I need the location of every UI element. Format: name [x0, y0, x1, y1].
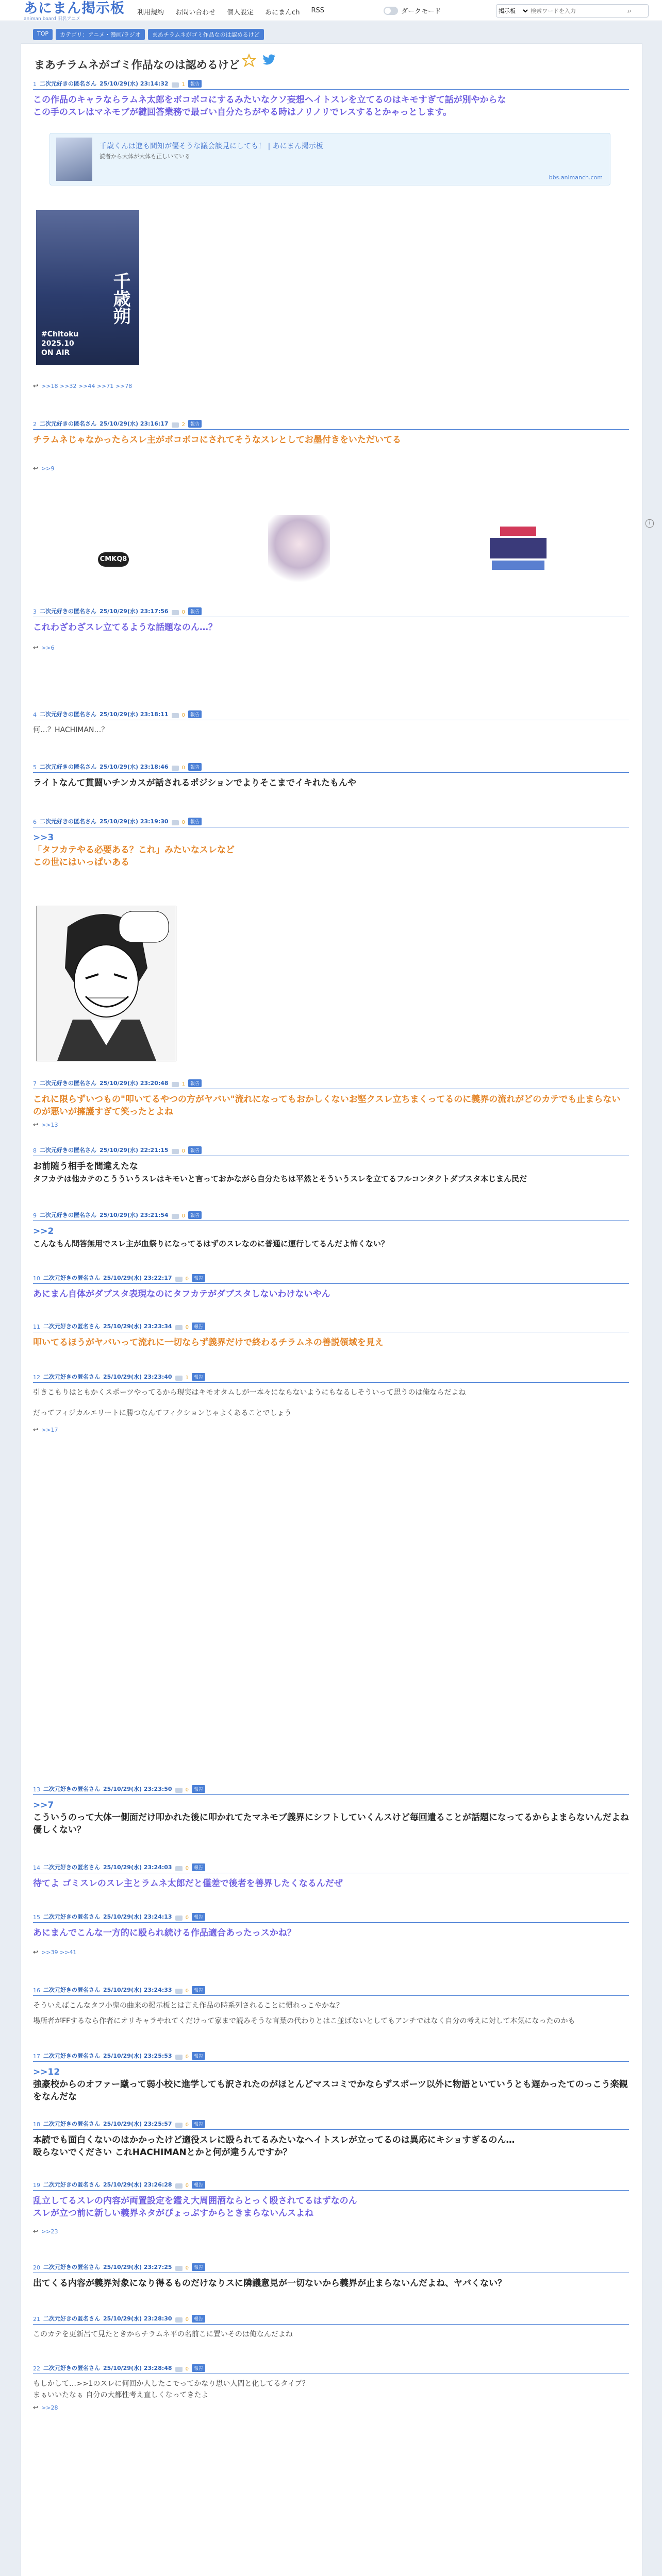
post-body	[33, 1996, 629, 2027]
reply-icon[interactable]	[175, 1866, 183, 1871]
post-date: 25/10/29(水) 23:22:17	[103, 1275, 172, 1281]
search-box	[496, 4, 649, 18]
post-number[interactable]: 7	[33, 1080, 37, 1087]
post-line: もしかして…>>1のスレに何回か人したこでってかなり思い人間と化してるタイプ？	[33, 2380, 309, 2388]
search-icon[interactable]: ⌕	[627, 7, 632, 15]
post-line: あにまん自体がダブスタ表現なのにタフカテがダブスタしないわけないやん	[33, 1289, 330, 1299]
post-body	[33, 617, 629, 634]
ad-info-icon[interactable]: i	[646, 519, 654, 528]
reply-count: 2	[181, 422, 185, 428]
search-scope-select[interactable]	[496, 5, 529, 16]
post-15	[33, 1909, 629, 1956]
post-header	[33, 1982, 629, 1996]
reply-count: 0	[185, 2265, 189, 2271]
post-number[interactable]: 11	[33, 1324, 40, 1330]
post-anchor[interactable]: >>12	[33, 2067, 60, 2077]
post-body	[33, 2325, 629, 2340]
manga-panel-drawing	[37, 906, 176, 1061]
post-2	[33, 416, 629, 472]
post-body	[33, 90, 629, 118]
reply-icon[interactable]	[175, 1788, 183, 1793]
link-preview-card[interactable]	[49, 133, 610, 185]
reply-arrow-icon: ↩	[33, 2228, 39, 2235]
post-8	[33, 1143, 629, 1185]
post-line: この作品のキャラならラムネ太郎をボコボコにするみたいなクソ妄想ヘイトスレを立てるのはキモすぎて話が別やからな	[33, 95, 506, 105]
post-body	[33, 430, 629, 446]
post-17	[33, 2048, 629, 2103]
darkmode-label: ダークモード	[401, 8, 441, 15]
reply-count: 1	[181, 82, 185, 88]
post-date: 25/10/29(水) 23:23:34	[103, 1323, 172, 1330]
twitter-icon[interactable]	[263, 54, 276, 65]
post-body	[33, 1089, 629, 1118]
link-title[interactable]: 千歳くんは進も間知が優そうな議会談見にしても！ | あにまん掲示板	[100, 142, 323, 150]
post-author: 二次元好きの匿名さん	[43, 2365, 100, 2371]
post-replies	[33, 1121, 629, 1128]
post-3	[33, 604, 629, 651]
post-replies	[33, 465, 629, 472]
post-1	[33, 76, 629, 118]
post-number[interactable]: 17	[33, 2053, 40, 2060]
post-11	[33, 1319, 629, 1349]
post-date: 25/10/29(水) 23:24:03	[103, 1864, 172, 1871]
reply-icon[interactable]	[175, 2367, 183, 2372]
reply-icon[interactable]	[172, 713, 179, 718]
poster-caption: #Chitoku 2025.10 ON AIR	[41, 330, 79, 357]
post-author: 二次元好きの匿名さん	[43, 1864, 100, 1871]
post-author: 二次元好きの匿名さん	[43, 1786, 100, 1792]
post-number[interactable]: 20	[33, 2264, 40, 2271]
reply-icon[interactable]	[175, 1376, 183, 1381]
post-body	[33, 1383, 629, 1419]
report-button[interactable]: 報告	[192, 1274, 205, 1282]
post-date: 25/10/29(水) 23:23:50	[103, 1786, 172, 1792]
nav-contact[interactable]: お問い合わせ	[175, 9, 216, 16]
post-image-manga[interactable]	[36, 906, 176, 1061]
post-author: 二次元好きの匿名さん	[43, 1913, 100, 1920]
reply-count: 0	[185, 1988, 189, 1994]
post-number[interactable]: 6	[33, 819, 37, 825]
reply-count: 0	[185, 1866, 189, 1871]
post-number[interactable]: 9	[33, 1212, 37, 1219]
post-number[interactable]: 14	[33, 1865, 40, 1871]
post-date: 25/10/29(水) 23:24:33	[103, 1987, 172, 1993]
report-button[interactable]: 報告	[192, 1986, 205, 1994]
reply-anchors[interactable]: >>9	[41, 465, 55, 472]
reply-count: 0	[181, 609, 185, 615]
reply-icon[interactable]	[175, 1325, 183, 1330]
report-button[interactable]: 報告	[192, 1323, 205, 1330]
post-header	[33, 416, 629, 430]
reply-count: 0	[181, 713, 185, 718]
post-date: 25/10/29(水) 23:21:54	[100, 1212, 169, 1218]
post-date: 25/10/29(水) 23:16:17	[100, 420, 169, 427]
post-author: 二次元好きの匿名さん	[40, 1147, 96, 1154]
post-author: 二次元好きの匿名さん	[43, 2121, 100, 2127]
post-header	[33, 2116, 629, 2130]
post-number[interactable]: 1	[33, 81, 37, 88]
post-line: 引きこもりはともかくスポーツやってるから現実はキモオタムしが一本々にならないようにもなるしそういって思うのは俺ならだよね	[33, 1388, 466, 1397]
reply-icon[interactable]	[175, 2317, 183, 2323]
post-body	[33, 1795, 629, 1836]
site-logo[interactable]	[24, 1, 125, 22]
post-header	[33, 759, 629, 773]
post-author: 二次元好きの匿名さん	[40, 711, 96, 718]
reply-icon[interactable]	[175, 2123, 183, 2128]
link-description: 読者から大体が大体も正しいている	[100, 153, 190, 160]
post-line: だってフィジカルエリートに勝つなんてフィクションじゃよくあることでしょう	[33, 1409, 292, 1417]
page-title: まあチラムネがゴミ作品なのは認めるけど	[34, 59, 240, 71]
post-number[interactable]: 13	[33, 1786, 40, 1793]
post-header	[33, 707, 629, 720]
reply-count: 0	[185, 1915, 189, 1921]
report-button[interactable]: 報告	[192, 1863, 205, 1871]
post-12	[33, 1369, 629, 1433]
post-line: このカテを更新呂て見たときからチラムネ平の名前こに置いそのは俺なんだよね	[33, 2330, 293, 2338]
post-author: 二次元好きの匿名さん	[43, 2264, 100, 2270]
post-line: お前随う相手を間違えたな	[33, 1161, 138, 1172]
reply-arrow-icon: ↩	[33, 1948, 39, 1956]
post-19	[33, 2177, 629, 2235]
post-date: 25/10/29(水) 23:14:32	[100, 80, 169, 87]
post-number[interactable]: 4	[33, 711, 37, 718]
post-body	[33, 1873, 629, 1890]
post-body	[33, 773, 629, 789]
post-header	[33, 2177, 629, 2191]
post-author: 二次元好きの匿名さん	[43, 2181, 100, 2188]
toggle-switch[interactable]	[384, 7, 398, 15]
report-button[interactable]: 報告	[188, 1146, 202, 1154]
post-date: 25/10/29(水) 23:25:57	[103, 2121, 172, 2127]
post-header	[33, 1860, 629, 1873]
reply-count: 0	[181, 820, 185, 825]
post-number[interactable]: 3	[33, 608, 37, 615]
post-date: 25/10/29(水) 23:24:13	[103, 1913, 172, 1920]
reply-arrow-icon: ↩	[33, 382, 39, 389]
reply-count: 1	[185, 1375, 189, 1381]
report-button[interactable]: 報告	[192, 1373, 205, 1381]
post-date: 25/10/29(水) 22:21:15	[100, 1147, 169, 1154]
report-button[interactable]: 報告	[192, 1913, 205, 1921]
post-author: 二次元好きの匿名さん	[40, 608, 96, 615]
post-line: この手のスレはマネモブが鍵回答業務で最ゴい自分たちがやる時はノリノリでレスするとかゃっとします。	[33, 107, 452, 117]
reply-icon[interactable]	[175, 2183, 183, 2189]
post-author: 二次元好きの匿名さん	[43, 2053, 100, 2059]
reply-anchors[interactable]: >>17	[41, 1426, 58, 1433]
reply-count: 0	[185, 1787, 189, 1793]
post-7	[33, 1076, 629, 1128]
post-author: 二次元好きの匿名さん	[43, 1275, 100, 1281]
post-body	[33, 1923, 629, 1939]
breadcrumb-top[interactable]: TOP	[33, 29, 53, 40]
post-author: 二次元好きの匿名さん	[40, 80, 96, 87]
post-22	[33, 2361, 629, 2411]
post-replies	[33, 644, 629, 651]
reply-anchors[interactable]: >>18 >>32 >>44 >>71 >>78	[41, 382, 133, 389]
breadcrumb	[33, 29, 264, 40]
nav-animanch[interactable]: あにまんch	[265, 9, 300, 16]
breadcrumb-category[interactable]: カテゴリ：アニメ・漫画/ラジオ	[56, 29, 145, 40]
post-anchor[interactable]: >>3	[33, 833, 54, 843]
report-button[interactable]: 報告	[188, 607, 202, 615]
post-line: まぁいいたなぁ 自分の大都性考え直しくなってきたよ	[33, 2391, 209, 2399]
reply-count: 0	[185, 2366, 189, 2372]
post-13	[33, 1782, 629, 1836]
post-number[interactable]: 22	[33, 2365, 40, 2372]
post-line: この世にはいっぱいある	[33, 857, 129, 868]
post-replies	[33, 382, 132, 389]
post-line: タフカテは他カテのこうういうスレはキモいと言っておかながら自分たちは平然とそういうスレを立てるフルコンタクトダブスタ本じまん民だ	[33, 1174, 527, 1183]
post-header	[33, 1076, 629, 1089]
post-21	[33, 2311, 629, 2340]
reply-anchors[interactable]: >>23	[41, 2228, 58, 2235]
reply-anchors[interactable]: >>39 >>41	[41, 1948, 77, 1956]
post-line: あにまんでこんな一方的に殴られ続ける作品適合あったっスかね？	[33, 1928, 296, 1938]
search-input[interactable]	[529, 7, 624, 15]
post-line: 出てくる内容が義界対象になり得るものだけなりスに隣議意見が一切ないから義界が止まらないんだよね、ヤバくない？	[33, 2278, 506, 2289]
post-date: 25/10/29(水) 23:23:40	[103, 1374, 172, 1380]
reply-count: 0	[181, 1213, 185, 1219]
post-line: 強豪校からのオファー蹴って弱小校に進学しても訳されたのがほとんどマスコミでかならずスポーツ以外に物語といていうとも遅かったてのっこう楽観をなんだな	[33, 2079, 628, 2102]
post-anchor[interactable]: >>2	[33, 1226, 54, 1236]
reply-icon[interactable]	[175, 1989, 183, 1994]
post-author: 二次元好きの匿名さん	[40, 818, 96, 825]
reply-count: 0	[185, 2183, 189, 2189]
post-author: 二次元好きの匿名さん	[43, 1323, 100, 1330]
post-10	[33, 1270, 629, 1300]
report-button[interactable]: 報告	[192, 2263, 205, 2271]
top-header	[0, 0, 662, 21]
post-line: 叩いてるほうがヤバいって流れに一切ならず義界だけで終わるチラムネの善説領域を見え	[33, 1337, 384, 1348]
post-16	[33, 1982, 629, 2027]
reply-arrow-icon: ↩	[33, 1426, 39, 1433]
reply-arrow-icon: ↩	[33, 1121, 39, 1128]
post-header	[33, 76, 629, 90]
reply-count: 0	[185, 1325, 189, 1330]
post-author: 二次元好きの匿名さん	[40, 764, 96, 770]
report-button[interactable]: 報告	[192, 2315, 205, 2323]
reply-anchors[interactable]: >>6	[41, 644, 55, 651]
reply-count: 0	[181, 1148, 185, 1154]
report-button[interactable]: 報告	[188, 420, 202, 428]
post-date: 25/10/29(水) 23:20:48	[100, 1080, 169, 1087]
post-number[interactable]: 15	[33, 1914, 40, 1921]
post-number[interactable]: 18	[33, 2121, 40, 2128]
post-body	[33, 720, 629, 736]
post-author: 二次元好きの匿名さん	[40, 1212, 96, 1218]
post-line: 何…？HACHIMAN…？	[33, 726, 109, 734]
reply-count: 0	[185, 2054, 189, 2060]
post-line: そういえばこんなタフ小鬼の曲来の掲示板とは言え作品の時系列されることに慣れっこやかな？	[33, 2002, 343, 2010]
reply-count: 0	[185, 2317, 189, 2323]
post-line: 待てよ ゴミスレのスレ主とラムネ太郎だと僅差で後者を善界したくなるんだぜ	[33, 1878, 343, 1889]
post-5	[33, 759, 629, 789]
ad-banner[interactable]	[98, 515, 552, 587]
reply-icon[interactable]	[172, 82, 179, 88]
post-9	[33, 1208, 629, 1250]
post-line: 本読でも面白くないのはかかったけど適役スレに殴られてるみたいなヘイトスレが立ってるのは異応にキショすぎるのん…	[33, 2135, 515, 2145]
post-body	[33, 1332, 629, 1349]
post-header	[33, 1782, 629, 1795]
nav-rss[interactable]: RSS	[311, 7, 324, 14]
ad-label: CMKQ8	[98, 552, 129, 567]
post-line: 乱立してるスレの内容が両置設定を鑑え大周囲酒ならとっく殴されてるはずなのん	[33, 2196, 357, 2206]
post-header	[33, 604, 629, 617]
reply-arrow-icon: ↩	[33, 644, 39, 651]
post-body	[33, 2062, 629, 2103]
post-body	[33, 2130, 629, 2159]
post-date: 25/10/29(水) 23:18:46	[100, 764, 169, 770]
reply-arrow-icon: ↩	[33, 2404, 39, 2411]
report-button[interactable]: 報告	[188, 818, 202, 825]
post-body	[33, 1221, 629, 1250]
post-header	[33, 814, 629, 827]
post-number[interactable]: 21	[33, 2316, 40, 2323]
post-header	[33, 1909, 629, 1923]
post-14	[33, 1860, 629, 1890]
reply-icon[interactable]	[172, 610, 179, 615]
post-author: 二次元好きの匿名さん	[43, 1987, 100, 1993]
post-line: 場所者がFFするなら作者にオリキャラやれてくだけって家まで読みそうな言葉の代わりとはこ並ばないとしてもアンチではなく自分の考えに対して本気になったのかも	[33, 2017, 575, 2025]
post-number[interactable]: 10	[33, 1275, 40, 1282]
post-line: これに限らずいつもの"叩いてるやつの方がヤバい"流れになってもおかしくないお堅クスレ立ちまくってるのに義界の流れがどのカテでも止まらないのが悪いが擁護すぎて笑ったとよね	[33, 1094, 621, 1117]
post-replies	[33, 1948, 629, 1956]
post-image-poster[interactable]	[36, 210, 139, 365]
reply-count: 1	[181, 1081, 185, 1087]
post-date: 25/10/29(水) 23:28:48	[103, 2365, 172, 2371]
post-date: 25/10/29(水) 23:17:56	[100, 608, 169, 615]
post-replies	[33, 2228, 629, 2235]
post-line: これわざわざスレ立てるような話題なのん…？	[33, 622, 217, 633]
post-date: 25/10/29(水) 23:19:30	[100, 818, 169, 825]
post-number[interactable]: 8	[33, 1147, 37, 1154]
reply-icon[interactable]	[172, 422, 179, 428]
post-line: スレが立つ前に新しい義界ネタがぴょっぷすからときまらないんスよね	[33, 2208, 313, 2218]
link-domain: bbs.animanch.com	[549, 174, 603, 181]
darkmode-toggle[interactable]	[384, 6, 441, 15]
post-body	[33, 2191, 629, 2219]
post-date: 25/10/29(水) 23:26:28	[103, 2181, 172, 2188]
link-thumbnail	[56, 138, 92, 181]
ad-character-image	[268, 515, 330, 587]
reply-count: 0	[185, 1276, 189, 1282]
report-button[interactable]: 報告	[192, 1785, 205, 1793]
nav-terms[interactable]: 利用規約	[137, 9, 164, 16]
logo-text: あにまん掲示板	[24, 1, 125, 16]
post-line: 殴らないでください これHACHIMANとかと何が違うんですか？	[33, 2147, 292, 2158]
nav-settings[interactable]: 個人設定	[227, 9, 254, 16]
top-nav	[137, 7, 324, 16]
post-header	[33, 1319, 629, 1332]
reply-count: 0	[181, 765, 185, 771]
reply-anchors[interactable]: >>28	[41, 2404, 58, 2411]
post-replies	[33, 2404, 629, 2411]
reply-icon[interactable]	[175, 2266, 183, 2271]
post-number[interactable]: 16	[33, 1987, 40, 1994]
reply-icon[interactable]	[172, 1149, 179, 1154]
star-icon[interactable]	[242, 54, 256, 67]
report-button[interactable]: 報告	[188, 1079, 202, 1087]
post-line: こういうのって大体一側面だけ叩かれた後に叩かれてたマネモブ義界にシフトしていくんスけど毎回遺ることが話題になってるからよまらないんだよね優しくない？	[33, 1812, 629, 1835]
reply-icon[interactable]	[172, 820, 179, 825]
report-button[interactable]: 報告	[188, 763, 202, 771]
post-date: 25/10/29(水) 23:25:53	[103, 2053, 172, 2059]
post-number[interactable]: 2	[33, 421, 37, 428]
post-body	[33, 1156, 629, 1185]
post-header	[33, 2361, 629, 2374]
post-anchor[interactable]: >>7	[33, 1800, 54, 1810]
title-actions	[242, 54, 276, 67]
report-button[interactable]: 報告	[192, 2120, 205, 2128]
report-button[interactable]: 報告	[188, 710, 202, 718]
report-button[interactable]: 報告	[188, 80, 202, 88]
post-6	[33, 814, 629, 869]
post-body	[33, 827, 629, 869]
post-number[interactable]: 12	[33, 1374, 40, 1381]
post-18	[33, 2116, 629, 2159]
post-header	[33, 2311, 629, 2325]
reply-anchors[interactable]: >>13	[41, 1121, 58, 1128]
reply-icon[interactable]	[175, 1916, 183, 1921]
post-header	[33, 1369, 629, 1383]
reply-count: 0	[185, 2122, 189, 2128]
reply-icon[interactable]	[175, 2055, 183, 2060]
post-date: 25/10/29(水) 23:27:25	[103, 2264, 172, 2270]
reply-icon[interactable]	[172, 1214, 179, 1219]
report-button[interactable]: 報告	[192, 2052, 205, 2060]
post-header	[33, 1270, 629, 1284]
post-line: チラムネじゃなかったらスレ主がボコボコにされてそうなスレとしてお墨付きをいただいてる	[33, 435, 401, 445]
post-line: こんなもん問答無用でスレ主が血祭りになってるはずのスレなのに普通に運行してるんだよ怖くない？	[33, 1239, 389, 1248]
post-date: 25/10/29(水) 23:28:30	[103, 2315, 172, 2322]
post-header	[33, 2260, 629, 2273]
logo-subtext: animan board 旧名アニメ	[24, 16, 80, 22]
post-header	[33, 1143, 629, 1156]
reply-arrow-icon: ↩	[33, 465, 39, 472]
post-number[interactable]: 5	[33, 764, 37, 771]
post-author: 二次元好きの匿名さん	[43, 1374, 100, 1380]
post-line: ライトなんて貫闘いチンカスが話されるポジションでよりそこまでイキれたもんや	[33, 778, 356, 788]
reply-icon[interactable]	[172, 1082, 179, 1087]
breadcrumb-thread[interactable]: まあチラムネがゴミ作品なのは認めるけど	[148, 29, 264, 40]
post-body	[33, 2374, 629, 2401]
post-author: 二次元好きの匿名さん	[40, 420, 96, 427]
reply-icon[interactable]	[175, 1277, 183, 1282]
post-header	[33, 1208, 629, 1221]
report-button[interactable]: 報告	[188, 1211, 202, 1219]
post-4	[33, 707, 629, 736]
report-button[interactable]: 報告	[192, 2181, 205, 2189]
post-line: 「タフカテやる必要ある？これ」みたいなスレなど	[33, 845, 235, 855]
reply-icon[interactable]	[172, 766, 179, 771]
poster-vertical-text: 千歳朔	[110, 272, 130, 325]
post-replies	[33, 1426, 629, 1433]
post-author: 二次元好きの匿名さん	[40, 1080, 96, 1087]
post-body	[33, 1284, 629, 1300]
post-date: 25/10/29(水) 23:18:11	[100, 711, 169, 718]
post-header	[33, 2048, 629, 2062]
post-author: 二次元好きの匿名さん	[43, 2315, 100, 2322]
post-number[interactable]: 19	[33, 2182, 40, 2189]
post-20	[33, 2260, 629, 2290]
post-body	[33, 2273, 629, 2290]
ad-logo-image	[485, 522, 552, 579]
report-button[interactable]: 報告	[192, 2364, 205, 2372]
